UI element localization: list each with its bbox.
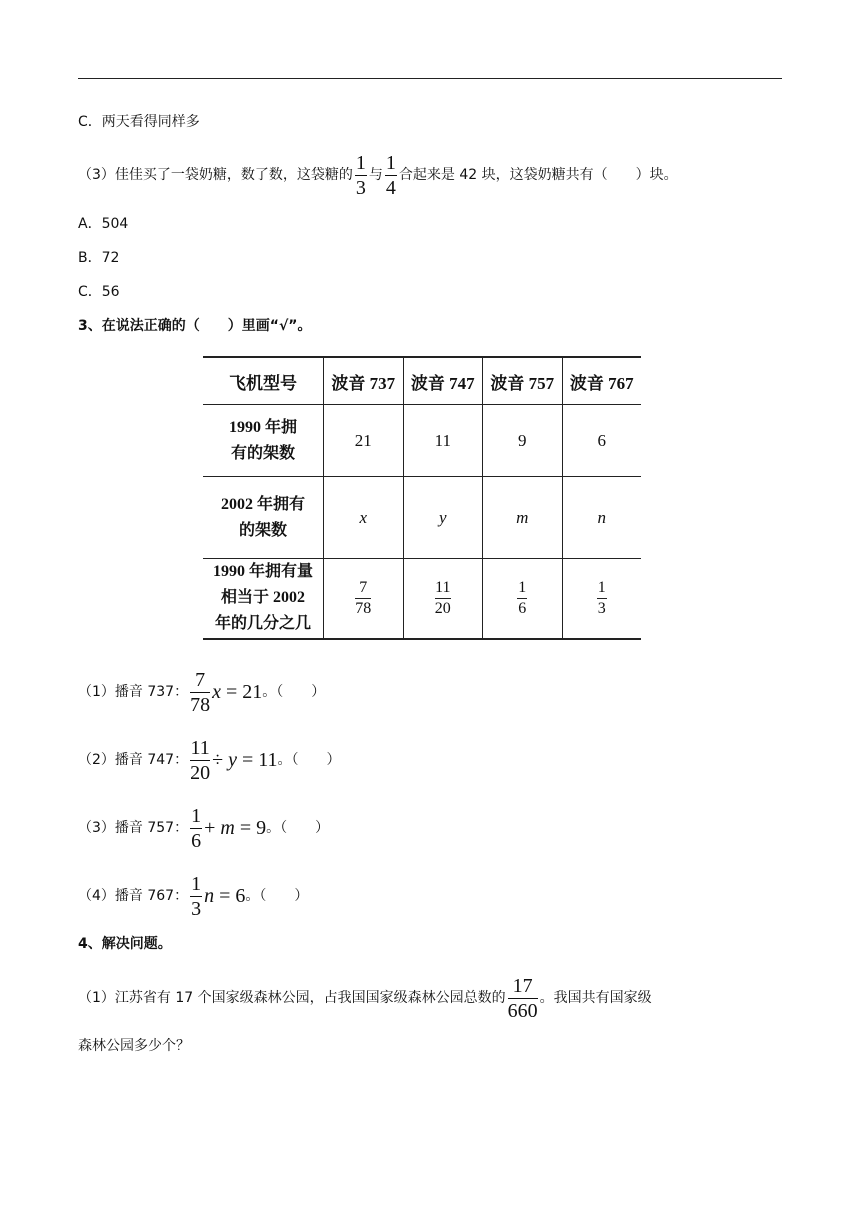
statement-2: （2）播音 747： $\frac{11}{20}$ ÷ y = 11。（ ） — [78, 736, 341, 784]
airplane-table — [203, 356, 641, 640]
header-rule — [78, 78, 782, 79]
table-cell: 6 — [562, 405, 641, 477]
problem-1-line2: 森林公园多少个？ — [78, 1038, 190, 1054]
fraction-one-fourth: $\frac{1}{4}$ — [385, 151, 396, 199]
q3-stem — [78, 150, 678, 200]
option-c: C．56 — [78, 284, 120, 300]
table-cell: x — [324, 477, 404, 559]
option-c-prev: C．两天看得同样多 — [78, 114, 200, 130]
table-cell: $\frac{1}{3}$ — [562, 559, 641, 639]
table-row — [203, 559, 641, 639]
table-header-row — [203, 357, 641, 405]
table-header-cell: 波音 737 — [324, 357, 404, 405]
table-cell: m — [483, 477, 563, 559]
table-cell: 21 — [324, 405, 404, 477]
row-label-2002: 2002 年拥有 的架数 — [203, 477, 324, 559]
row-label-ratio: 1990 年拥有量 相当于 2002 年的几分之几 — [203, 559, 324, 639]
q3-prefix: （3）佳佳买了一袋奶糖，数了数，这袋糖的 — [78, 167, 353, 183]
statement-3: （3）播音 757： $\frac{1}{6}$ + m = 9。（ ） — [78, 804, 330, 852]
table-cell: $\frac{11}{20}$ — [403, 559, 483, 639]
table-cell: $\frac{1}{6}$ — [483, 559, 563, 639]
option-b: B．72 — [78, 250, 120, 266]
row-label-1990: 1990 年拥 有的架数 — [203, 405, 324, 477]
section3-title: 3、在说法正确的（ ）里画“√”。 — [78, 318, 312, 334]
fraction-17-660: $\frac{17}{660}$ — [507, 974, 538, 1022]
q3-suffix: 合起来是 42 块，这袋奶糖共有（ ）块。 — [398, 167, 678, 183]
table-cell: n — [562, 477, 641, 559]
table-cell: 9 — [483, 405, 563, 477]
section4-title: 4、解决问题。 — [78, 936, 172, 952]
table-cell: $\frac{7}{78}$ — [324, 559, 404, 639]
table-row — [203, 477, 641, 559]
table-cell: y — [403, 477, 483, 559]
table-row — [203, 405, 641, 477]
table-header-cell: 波音 767 — [562, 357, 641, 405]
option-a: A．504 — [78, 216, 129, 232]
q3-mid: 与 — [368, 167, 383, 183]
problem-1: （1）江苏省有 17 个国家级森林公园，占我国国家级森林公园总数的 $\frac{17}{660}$ 。我国共有国家级 — [78, 974, 652, 1022]
table-header-cell: 波音 747 — [403, 357, 483, 405]
table-header-cell: 波音 757 — [483, 357, 563, 405]
statement-4: （4）播音 767： $\frac{1}{3}$ n = 6。（ ） — [78, 872, 309, 920]
table-cell: 11 — [403, 405, 483, 477]
table-header-cell: 飞机型号 — [203, 357, 324, 405]
fraction-one-third: $\frac{1}{3}$ — [355, 151, 366, 199]
statement-1: （1）播音 737： $\frac{7}{78}$ x = 21。（ ） — [78, 668, 326, 716]
